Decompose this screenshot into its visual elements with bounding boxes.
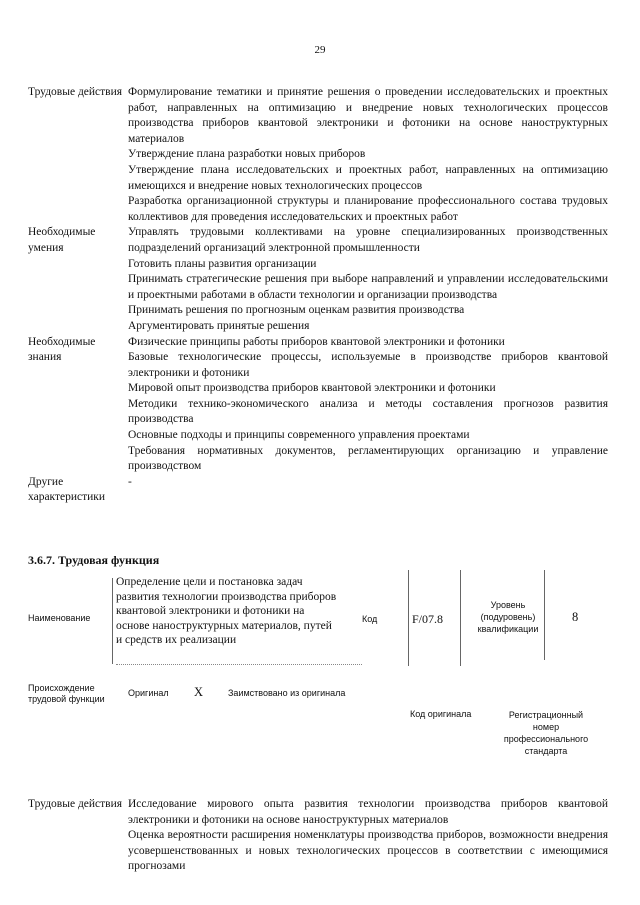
divider	[408, 570, 409, 666]
list-item: Аргументировать принятые решения	[128, 319, 310, 332]
borrowed-label: Заимствовано из оригинала	[228, 688, 346, 698]
row-content	[128, 797, 608, 875]
row-labor-actions	[28, 85, 608, 225]
requirements-section-top	[28, 85, 608, 506]
list-item: Утверждение плана исследовательских и проектных работ, направленных на оптимизацию имеющихся и внедрение новых технологических процессов	[128, 163, 608, 192]
list-item: Основные подходы и принципы современного управления проектами	[128, 429, 470, 442]
divider	[112, 578, 113, 664]
row-content	[128, 335, 608, 475]
code-value: F/07.8	[412, 612, 444, 626]
list-item: Разработка организационной структуры и планирование профессионального состава трудовых коллективов для проведения исследовательских и проектных работ	[128, 195, 608, 223]
row-content	[128, 85, 608, 225]
list-item: Управлять трудовыми коллективами на уровне специализированных производственных подразделений организаций электронной промышленности	[128, 226, 608, 254]
code-original-label: Код оригинала	[410, 709, 472, 719]
list-item: Базовые технологические процессы, используемые в производстве приборов квантовой электроники и фотоники	[128, 351, 608, 379]
list-item: Физические принципы работы приборов квантовой электроники и фотоники	[128, 335, 505, 348]
list-item: Формулирование тематики и принятие решения о проведении исследовательских и проектных работ, направленных на оптимизацию и внедрение новых технологических процессов производства приборов квантовой электроники и фотоники на основе наноструктурных материалов	[128, 86, 608, 145]
original-mark: X	[194, 685, 204, 699]
function-title: 3.6.7. Трудовая функция	[28, 553, 160, 567]
list-item: Методики технико-экономического анализа и методы составления прогнозов развития производства	[128, 397, 608, 426]
code-label: Код	[362, 614, 378, 624]
page-number: 29	[314, 44, 326, 56]
list-item: Готовить планы развития организации	[128, 257, 317, 270]
reg-number-label: Регистрационный номер профессионального стандарта	[503, 710, 589, 756]
origin-label: Происхождение трудовой функции	[28, 683, 105, 704]
name-label: Наименование	[28, 613, 91, 623]
row-label: Необходимые умения	[28, 226, 96, 254]
list-item: Исследование мирового опыта развития технологии производства приборов квантовой электроники и фотоники на основе наноструктурных материалов	[128, 798, 608, 826]
list-item: -	[128, 475, 132, 488]
list-item: Утверждение плана разработки новых приборов	[128, 148, 366, 161]
list-item: Оценка вероятности расширения номенклатуры производства приборов, возможности внедрения усовершенствованных и новых технологических процессов в соответствии с имеющимися прогнозами	[128, 829, 608, 873]
list-item: Требования нормативных документов, регламентирующих организацию и управление производством	[128, 444, 608, 473]
row-label: Необходимые знания	[28, 335, 96, 364]
list-item: Принимать стратегические решения при выборе направлений и управлении исследовательскими и проектными работами в области технологии и организации производства	[128, 273, 608, 301]
row-content	[128, 475, 608, 506]
level-label: Уровень (подуровень) квалификации	[477, 600, 539, 634]
row-label: Трудовые действия	[28, 798, 123, 810]
requirements-section-bottom	[28, 797, 608, 875]
row-label: Трудовые действия	[28, 86, 123, 98]
divider	[544, 570, 545, 660]
row-labor-actions	[28, 797, 608, 875]
function-name: Определение цели и постановка задач развития технологии производства приборов квантовой электроники и фотоники на основе наноструктурных материалов, путей и средств их реализации	[116, 576, 337, 647]
row-content	[128, 225, 608, 334]
original-label: Оригинал	[128, 688, 169, 698]
divider	[116, 664, 362, 665]
divider	[460, 570, 461, 666]
list-item: Принимать решения по прогнозным оценкам развития производства	[128, 304, 465, 317]
row-knowledge	[28, 335, 608, 475]
row-label: Другие характеристики	[28, 475, 106, 504]
list-item: Мировой опыт производства приборов квантовой электроники и фотоники	[128, 382, 496, 395]
row-other	[28, 475, 608, 506]
row-skills	[28, 225, 608, 334]
level-value: 8	[572, 610, 579, 624]
